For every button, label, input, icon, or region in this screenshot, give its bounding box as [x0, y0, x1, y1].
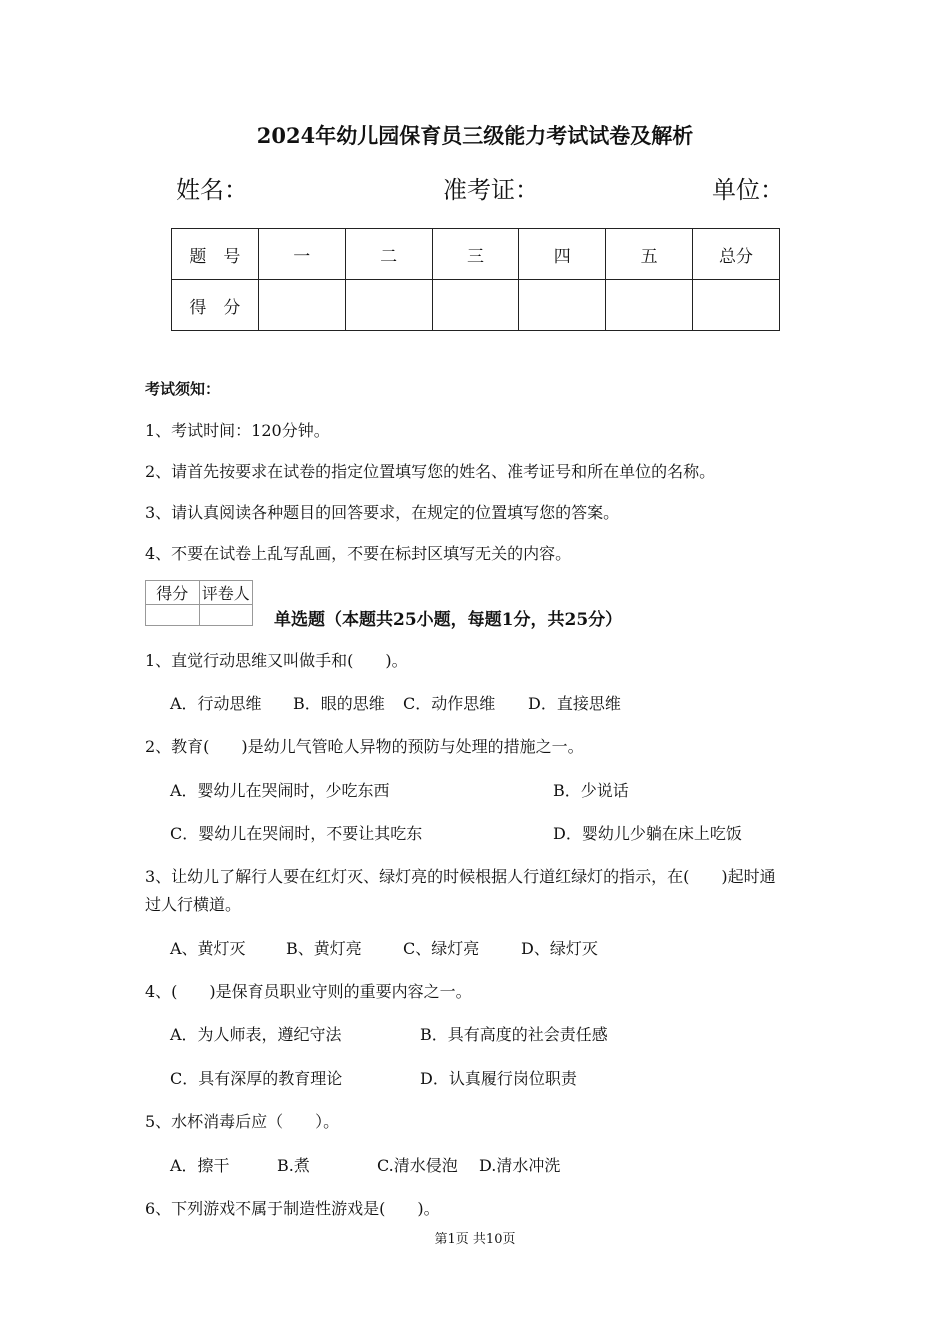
score-cell-blank[interactable]: [519, 280, 606, 331]
option: C.清水侵泡: [377, 1156, 458, 1175]
score-table-header-row: [172, 229, 780, 280]
option: D、绿灯灭: [521, 939, 598, 958]
unit-label: 单位：: [712, 176, 784, 204]
note-item: 4、不要在试卷上乱写乱画，不要在标封区填写无关的内容。: [145, 544, 572, 563]
option: A．行动思维: [170, 694, 262, 713]
option: A．为人师表，遵纪守法: [170, 1025, 342, 1044]
grader-box: [145, 580, 253, 626]
score-table: [171, 228, 780, 331]
score-table-cell: 四: [519, 229, 606, 280]
note-item: 3、请认真阅读各种题目的回答要求，在规定的位置填写您的答案。: [145, 503, 620, 522]
option: C、绿灯亮: [403, 939, 480, 958]
option: A、黄灯灭: [170, 939, 246, 958]
question-stem-continued: 过人行横道。: [145, 895, 242, 914]
name-label: 姓名：: [176, 176, 248, 204]
grader-reviewer-blank[interactable]: [199, 605, 253, 626]
score-cell-blank[interactable]: [345, 280, 432, 331]
note-item: 2、请首先按要求在试卷的指定位置填写您的姓名、准考证号和所在单位的名称。: [145, 462, 716, 481]
option: B.煮: [277, 1156, 310, 1175]
score-table-cell: 一: [258, 229, 345, 280]
grader-reviewer-label: 评卷人: [199, 581, 253, 605]
score-cell-blank[interactable]: [693, 280, 780, 331]
score-table-score-row: [172, 280, 780, 331]
notes-heading: 考试须知：: [145, 380, 221, 398]
option: D．认真履行岗位职责: [420, 1069, 577, 1088]
score-table-cell: 二: [345, 229, 432, 280]
question-stem: 3、让幼儿了解行人要在红灯灭、绿灯亮的时候根据人行道红绿灯的指示，在( )起时通: [145, 867, 776, 886]
question-stem: 4、( )是保育员职业守则的重要内容之一。: [145, 982, 472, 1001]
question-stem: 1、直觉行动思维又叫做手和( )。: [145, 651, 408, 670]
note-item: 1、考试时间：120分钟。: [145, 421, 330, 440]
option: D.清水冲洗: [479, 1156, 561, 1175]
score-cell-blank[interactable]: [606, 280, 693, 331]
option: B．眼的思维: [293, 694, 385, 713]
score-table-cell: 五: [606, 229, 693, 280]
score-cell-blank[interactable]: [258, 280, 345, 331]
option: A．擦干: [170, 1156, 230, 1175]
exam-id-label: 准考证：: [443, 176, 539, 204]
option: D．直接思维: [528, 694, 621, 713]
score-table-cell: 总分: [693, 229, 780, 280]
option: B、黄灯亮: [286, 939, 362, 958]
score-cell-blank[interactable]: [432, 280, 519, 331]
page-title: 2024年幼儿园保育员三级能力考试试卷及解析: [256, 123, 694, 148]
option: B．具有高度的社会责任感: [420, 1025, 608, 1044]
option: B．少说话: [553, 781, 629, 800]
option: A．婴幼儿在哭闹时，少吃东西: [170, 781, 390, 800]
section-title: 单选题（本题共25小题，每题1分，共25分）: [274, 610, 623, 630]
option: C．婴幼儿在哭闹时，不要让其吃东: [170, 824, 423, 843]
question-stem: 6、下列游戏不属于制造性游戏是( )。: [145, 1199, 440, 1218]
question-stem: 2、教育( )是幼儿气管呛人异物的预防与处理的措施之一。: [145, 737, 584, 756]
page-footer: 第1页 共10页: [434, 1232, 516, 1247]
score-table-cell: 三: [432, 229, 519, 280]
question-stem: 5、水杯消毒后应（ ）。: [145, 1112, 340, 1131]
option: C．动作思维: [403, 694, 496, 713]
score-table-cell: 题 号: [172, 229, 259, 280]
option: D．婴幼儿少躺在床上吃饭: [553, 824, 742, 843]
score-table-cell: 得 分: [172, 280, 259, 331]
option: C．具有深厚的教育理论: [170, 1069, 343, 1088]
grader-score-label: 得分: [146, 581, 200, 605]
grader-score-blank[interactable]: [146, 605, 200, 626]
